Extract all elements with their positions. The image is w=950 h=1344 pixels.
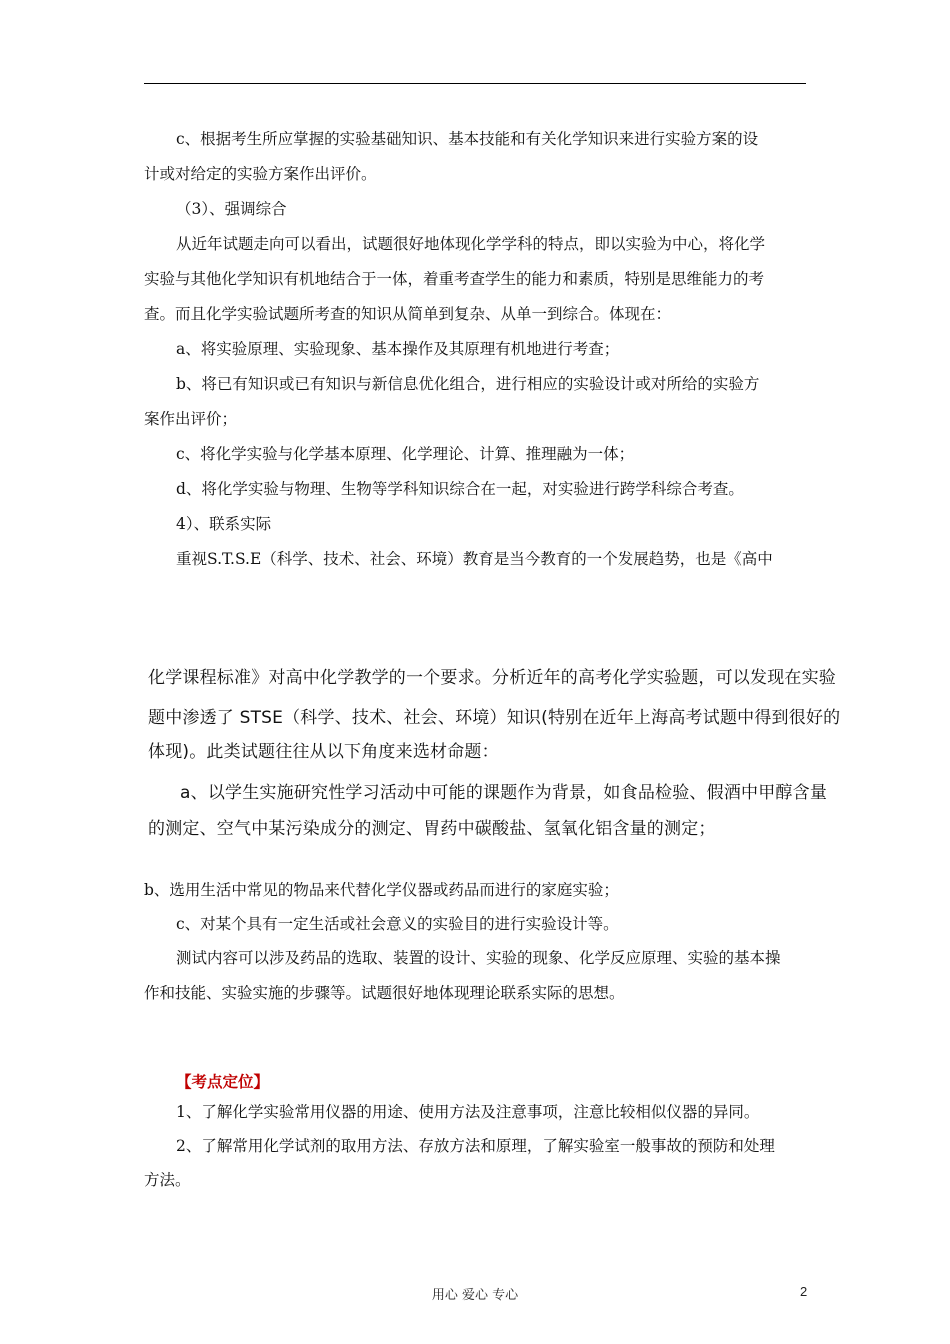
body-line: b、将已有知识或已有知识与新信息优化组合，进行相应的实验设计或对所给的实验方: [176, 375, 760, 393]
body-line: 测试内容可以涉及药品的选取、装置的设计、实验的现象、化学反应原理、实验的基本操: [176, 949, 781, 967]
header-rule: [144, 83, 806, 84]
body-line: 4）、联系实际: [176, 515, 272, 533]
body-line: 从近年试题走向可以看出，试题很好地体现化学学科的特点，即以实验为中心，将化学: [176, 235, 766, 253]
body-line: 重视S.T.S.E（科学、技术、社会、环境）教育是当今教育的一个发展趋势，也是《高中: [176, 550, 773, 568]
point-line: 2、了解常用化学试剂的取用方法、存放方法和原理，了解实验室一般事故的预防和处理: [176, 1137, 775, 1155]
body-line: c、对某个具有一定生活或社会意义的实验目的进行实验设计等。: [176, 915, 619, 933]
point-line: 方法。: [144, 1171, 191, 1189]
embedded-image-line: a、以学生实施研究性学习活动中可能的课题作为背景，如食品检验、假酒中甲醇含量: [180, 783, 828, 803]
embedded-image-line: 题中渗透了 STSE（科学、技术、社会、环境）知识(特别在近年上海高考试题中得到很好的: [148, 708, 841, 728]
page-number: 2: [800, 1284, 808, 1299]
body-line: 作和技能、实验实施的步骤等。试题很好地体现理论联系实际的思想。: [144, 984, 625, 1002]
section-heading: 【考点定位】: [176, 1073, 270, 1091]
body-line: （3）、强调综合: [176, 200, 287, 218]
body-line: d、将化学实验与物理、生物等学科知识综合在一起，对实验进行跨学科综合考查。: [176, 480, 744, 498]
embedded-image-line: 体现)。此类试题往往从以下角度来选材命题：: [148, 742, 499, 762]
body-line: a、将实验原理、实验现象、基本操作及其原理有机地进行考查；: [176, 340, 620, 358]
body-line: 计或对给定的实验方案作出评价。: [144, 165, 377, 183]
body-line: 实验与其他化学知识有机地结合于一体，着重考查学生的能力和素质，特别是思维能力的考: [144, 270, 765, 288]
body-line: c、将化学实验与化学基本原理、化学理论、计算、推理融为一体；: [176, 445, 635, 463]
body-line: b、选用生活中常见的物品来代替化学仪器或药品而进行的家庭实验；: [144, 881, 619, 899]
body-line: 查。而且化学实验试题所考查的知识从简单到复杂、从单一到综合。体现在：: [144, 305, 672, 323]
body-line: c、根据考生所应掌握的实验基础知识、基本技能和有关化学知识来进行实验方案的设: [176, 130, 759, 148]
point-line: 1、了解化学实验常用仪器的用途、使用方法及注意事项，注意比较相似仪器的异同。: [176, 1103, 760, 1121]
body-line: 案作出评价；: [144, 410, 238, 428]
embedded-image-line: 的测定、空气中某污染成分的测定、胃药中碳酸盐、氢氧化铝含量的测定；: [148, 819, 716, 839]
page-footer: 用心 爱心 专心: [431, 1288, 519, 1303]
embedded-image-line: 化学课程标准》对高中化学教学的一个要求。分析近年的高考化学实验题，可以发现在实验: [148, 668, 836, 688]
